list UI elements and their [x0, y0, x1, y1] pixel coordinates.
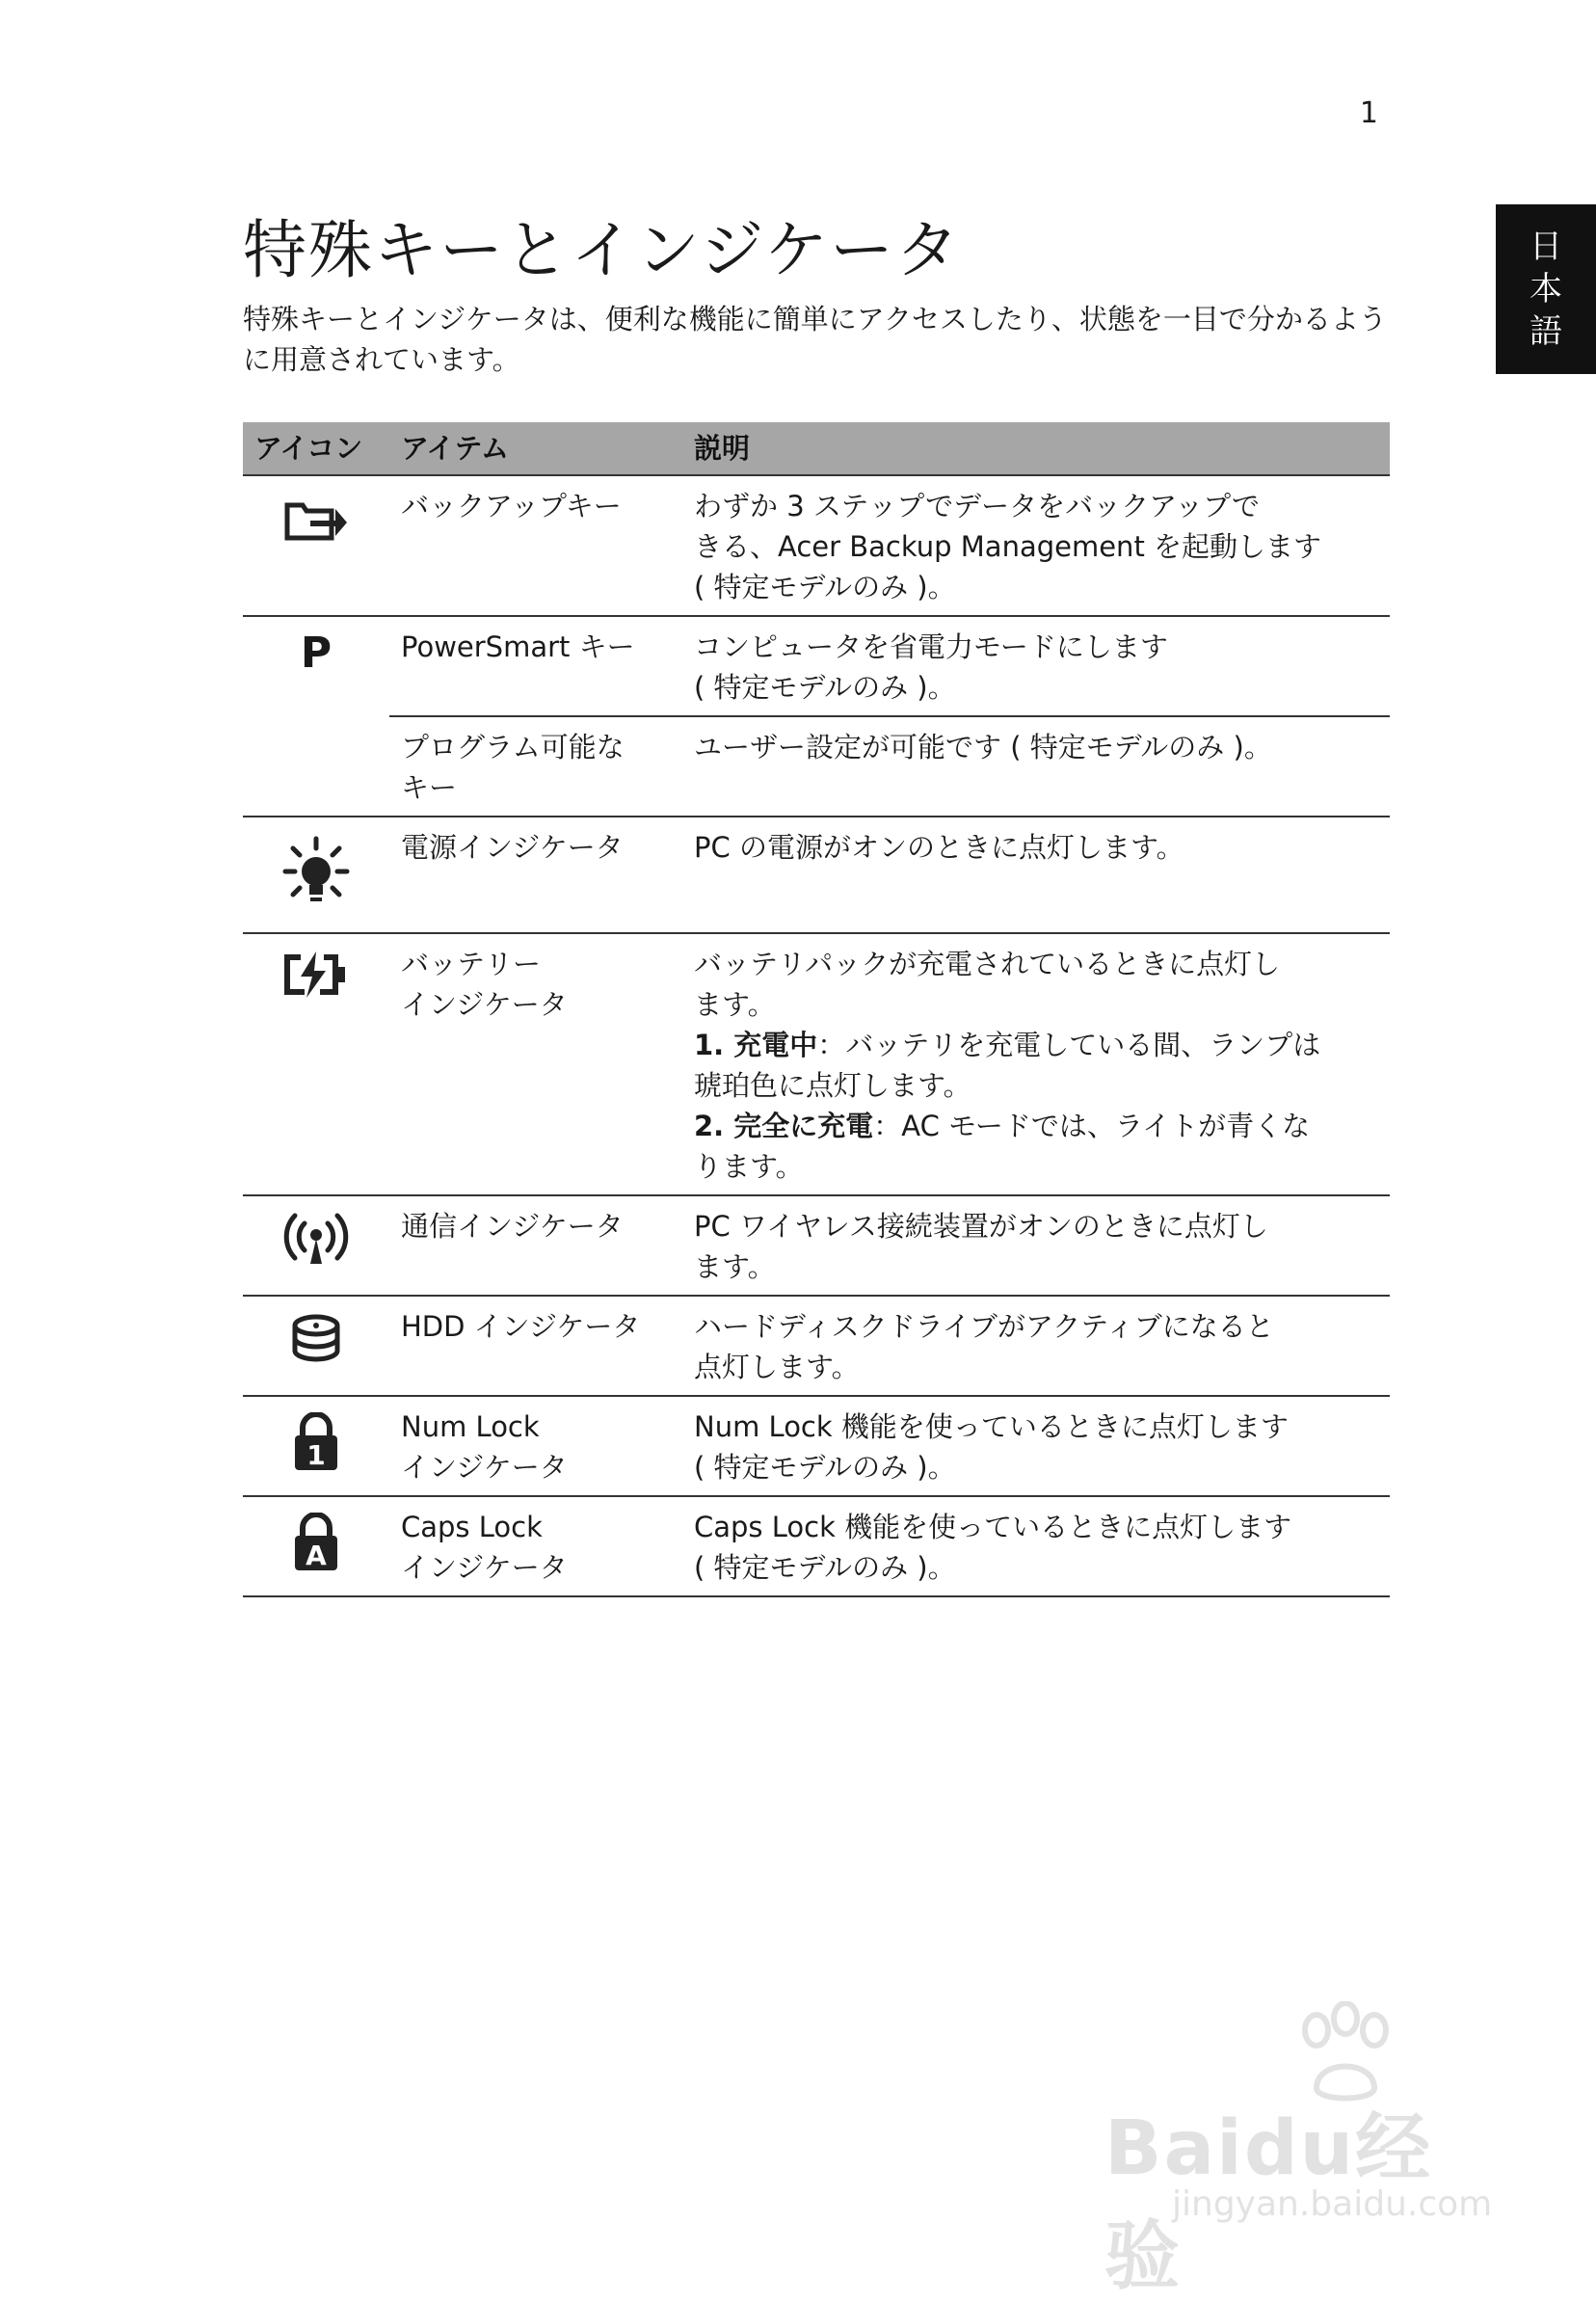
icon-cell	[243, 1296, 389, 1396]
icon-cell	[243, 1396, 389, 1496]
backup-icon	[281, 492, 351, 546]
item-name: HDD インジケータ	[389, 1296, 682, 1396]
icon-cell	[243, 817, 389, 933]
svg-text:A: A	[306, 1540, 327, 1571]
item-description: ハードディスクドライブがアクティブになると 点灯します。	[682, 1296, 1390, 1396]
keys-indicators-table	[243, 422, 1390, 1597]
table-row	[243, 817, 1390, 933]
item-name: 通信インジケータ	[389, 1195, 682, 1296]
icon-cell	[243, 933, 389, 1195]
table-row	[243, 1296, 1390, 1396]
icon-cell	[243, 1195, 389, 1296]
table-row	[243, 933, 1390, 1195]
item-name: バックアップキー	[389, 475, 682, 616]
num-lock-icon	[289, 1412, 343, 1472]
item-description: わずか 3 ステップでデータをバックアップで きる、Acer Backup Management を起動します ( 特定モデルのみ )。	[682, 475, 1390, 616]
language-tab	[1496, 204, 1596, 374]
item-name: Caps Lock インジケータ	[389, 1496, 682, 1596]
table-row	[243, 716, 1390, 817]
item-name: PowerSmart キー	[389, 616, 682, 716]
watermark-logo-text: Baidu经验	[1104, 2105, 1433, 2300]
item-name: Num Lock インジケータ	[389, 1396, 682, 1496]
table-header-row	[243, 422, 1390, 475]
battery-charging-icon	[281, 950, 351, 1000]
item-description: PC ワイヤレス接続装置がオンのときに点灯し ます。	[682, 1195, 1390, 1296]
item-description: Caps Lock 機能を使っているときに点灯します ( 特定モデルのみ )。	[682, 1496, 1390, 1596]
item-name: 電源インジケータ	[389, 817, 682, 933]
header-description: 説明	[682, 422, 1390, 475]
powersmart-p-icon: P	[300, 629, 332, 678]
power-indicator-icon	[281, 833, 351, 914]
intro-paragraph: 特殊キーとインジケータは、便利な機能に簡単にアクセスしたり、状態を一目で分かるように用意されています。	[243, 303, 1387, 376]
item-description: バッテリパックが充電されているときに点灯し ます。 1. 充電中：バッテリを充電している間、ランプは 琥珀色に点灯します。 2. 完全に充電：AC モードでは、ライトが青くな ります。	[682, 933, 1390, 1195]
icon-cell	[243, 616, 389, 817]
table-row	[243, 1396, 1390, 1496]
language-tab-char: 語	[1530, 312, 1562, 351]
language-tab-char: 本	[1530, 270, 1562, 308]
table-row	[243, 475, 1390, 616]
table-row	[243, 616, 1390, 716]
item-description: コンピュータを省電力モードにします ( 特定モデルのみ )。	[682, 616, 1390, 716]
item-description: PC の電源がオンのときに点灯します。	[682, 817, 1390, 933]
item-description: ユーザー設定が可能です ( 特定モデルのみ )。	[682, 716, 1390, 817]
caps-lock-icon	[289, 1513, 343, 1572]
page-title: 特殊キーとインジケータ	[243, 213, 962, 287]
header-item: アイテム	[389, 422, 682, 475]
watermark-url: jingyan.baidu.com	[1172, 2184, 1493, 2224]
baidu-watermark	[1104, 2001, 1493, 2300]
header-icon: アイコン	[243, 422, 389, 475]
page-number: 1	[1359, 96, 1378, 130]
icon-cell	[243, 475, 389, 616]
item-description: Num Lock 機能を使っているときに点灯します ( 特定モデルのみ )。	[682, 1396, 1390, 1496]
table-row	[243, 1195, 1390, 1296]
table-row	[243, 1496, 1390, 1596]
language-tab-char: 日	[1530, 228, 1562, 266]
hdd-icon	[289, 1312, 343, 1366]
wireless-icon	[281, 1212, 351, 1266]
icon-cell	[243, 1496, 389, 1596]
svg-text:1: 1	[306, 1439, 326, 1471]
item-name: プログラム可能な キー	[389, 716, 682, 817]
item-name: バッテリー インジケータ	[389, 933, 682, 1195]
